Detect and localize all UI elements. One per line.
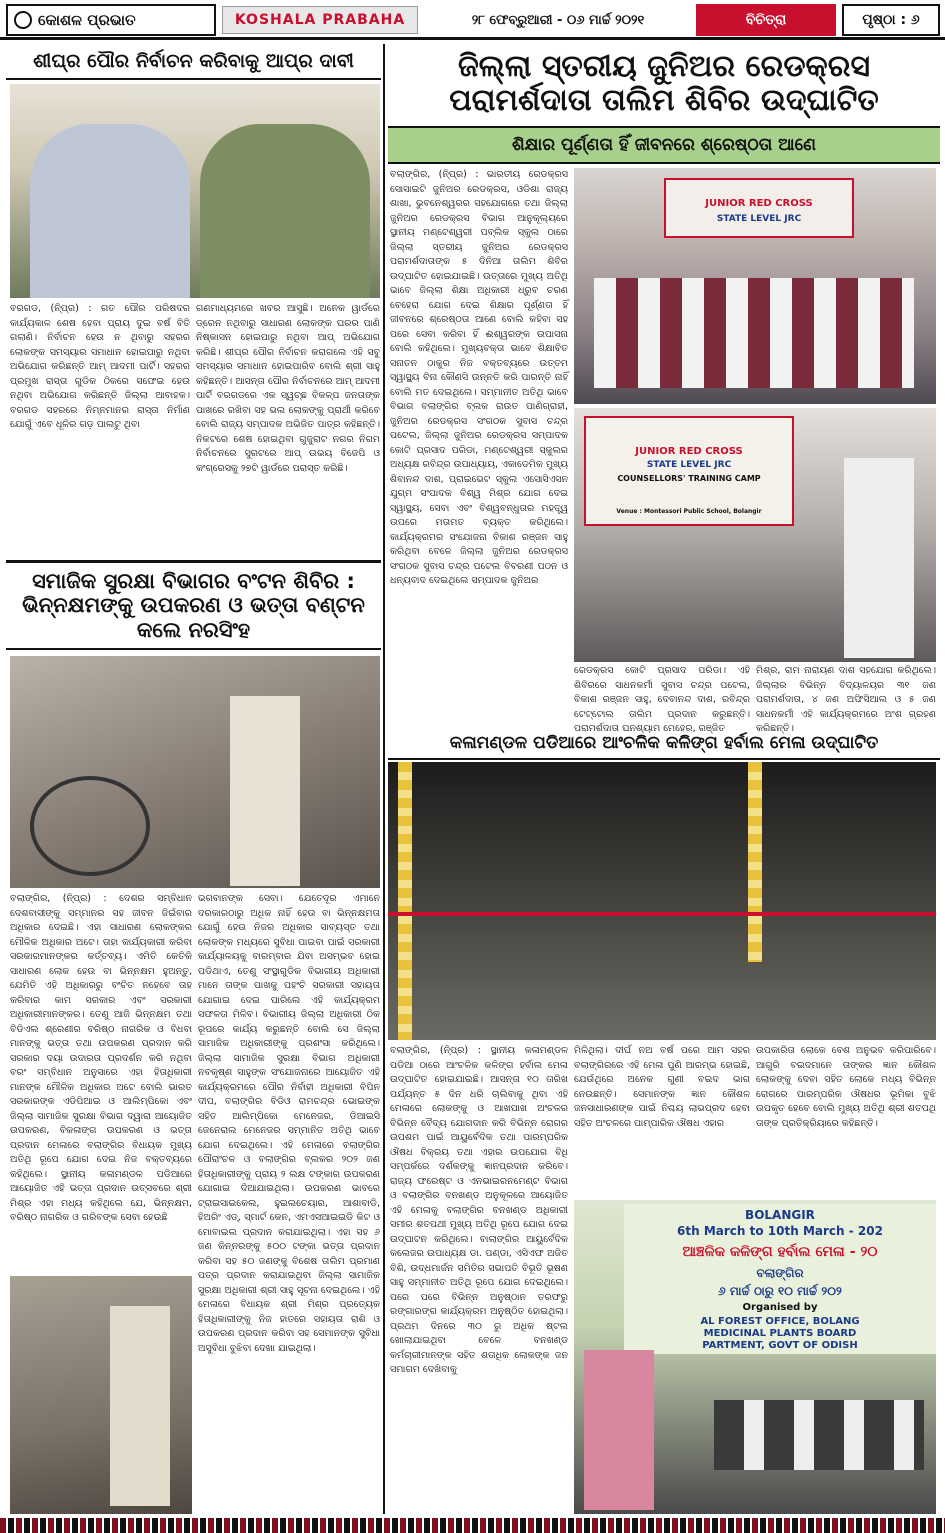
person-white-kurta (230, 696, 300, 886)
speaker (844, 458, 914, 658)
banner-counsellors (584, 416, 794, 526)
banner-city: BOLANGIR (745, 1208, 815, 1222)
story1-col1 (10, 302, 190, 556)
story4-photo-inauguration (388, 762, 936, 1040)
performer-pink-dress (584, 1350, 654, 1510)
story2-headline: ଜିଲ୍ଲା ସ୍ତରୀୟ ଜୁନିଅର ରେଡକ୍ରସ ପରାମର୍ଶଦାତା ତାଲିମ ଶିବିର ଉଦ୍‌ଘାଟିତ (449, 48, 879, 118)
banner-line1: AL FOREST OFFICE, BOLANG (700, 1316, 860, 1327)
story2-col2-text: ରେଡକ୍ରସ କୋଟି ପ୍ରସାଦ ପରିଡା। ଏହି ଶିବିରରେ ସାଧନକର୍ମୀ ସୁବାସ ଚନ୍ଦ୍ର ପଟେଲ, ବିକାଶ ରଞ୍ଜନ ସାହୁ, ଦେବାନନ୍ଦ ଦାଶ, ରବିନ୍ଦ୍ର ଟେଟ୍ଟୋଲ ତାଲିମ ପ୍ରଦାନ କରୁଛନ୍ତି। ପରାମର୍ଶଦାତା ଘନଶ୍ୟାମ ମେହେର, ରଞ୍ଜିତ (574, 665, 750, 734)
banner-jrc (664, 178, 854, 238)
story3-col1-text: ବଲାଙ୍ଗିର, (ନି୍ପ୍ର) : ଦେଶର ସମ୍ବିଧାନ ଦେଶବାସୀଙ୍କୁ ସମ୍ମାନର ସହ ଜୀବନ ଜିଇଁବାର ଅଧିକାର ଦେଇଛି। ଏହା ସାଧାରଣ ଲୋକଙ୍କର ମୌଳିକ ଅଧିକାର ଅଟେ। ତାହା କାର୍ଯ୍ୟକାରୀ କରିବା ସରକାରମାନଙ୍କର କର୍ତ୍ତବ୍ୟ। ଏମିତି କେତିକି ସାଧାରଣ ଲୋକ ହେଉ ବା ଭିନ୍ନକ୍ଷମ ହୁଅନ୍ତୁ, ଯେମିତି ଏହି ଅଧିକାରରୁ ବଂଚିତ ନହେବେ ତାହ କରିବାର କାମ ସରକାର ଏବଂ ସରକାରୀ ଅଧିକାରୀମାନଙ୍କର। ତେଣୁ ଆଜି ଭିନ୍ନକ୍ଷମ ତଥା ବିଡିଏଲ ଶ୍ରେଣୀର ବରିଷ୍ଠ ନାଗରିକ ଓ ବିଧବା ମାନଙ୍କୁ ଭତ୍ତା ତଥା ଉପକରଣ ପ୍ରଦାନ କରି ସରକାର ଦୟା ଉଦାରତା ପ୍ରଦର୍ଶନ କରି ନଥିବା ବରଂ ସମ୍ବିଧାନ ଅନୁସାରେ ଏହା ହିତାଧିକାରୀ ମାନଙ୍କ ମୌଳିକ ଅଧିକାର ଅଟେ ବୋଲି ଭାରତ ସରକାରଙ୍କ ଏଡିପିଆଇ ଓ ଆଲିମ୍ପିକୋ ଏବଂ ଜିଲ୍ଲା ସାମାଜିକ ସୁରକ୍ଷା ବିଭାଗ ଦ୍ୱାରା ଆୟୋଜିତ ଉପକରଣ, ବିକଳାଙ୍ଗ ଉପକରଣ ଓ ଭତ୍ତା ପ୍ରଦାନ ମେଳାରେ ବଲାଙ୍ଗିର ବିଧାୟକ ମୁଖ୍ୟ ଅତିଥି ରୂପେ ଯୋଗ ଦେଇ ନିଜ ବକ୍ତବ୍ୟରେ କହିଥିଲେ। ସ୍ଥାନୀୟ କଳାମଣ୍ଡଳ ପଡିଆରେ ଆୟୋଜିତ ଏହି ଭତ୍ତା ପ୍ରଦାନ ଉତ୍ସବରେ ଶ୍ରୀ ମିଶ୍ର ଏହା ମଧ୍ୟ କହିଥିଲେ ଯେ, ଭିନ୍ନକ୍ଷମ, ବରିଷ୍ଠ ନାଗରିକ ଓ ଗରିବଙ୍କ ସେବା ହେଉଛି (10, 893, 192, 1223)
newspaper-logo (6, 4, 216, 36)
marigold-garland-right (748, 762, 762, 962)
banner-counsellors-venue: Venue : Montessori Public School, Bolangir (616, 508, 762, 515)
issue-date: ୨୮ ଫେବ୍ରୁଆରୀ - ୦୬ ମାର୍ଚ୍ଚ ୨୦୨୧ (471, 12, 645, 28)
footer-border (0, 1518, 945, 1533)
story4-col1 (390, 1044, 568, 1514)
banner-line2: MEDICINAL PLANTS BOARD (703, 1328, 857, 1339)
story3-col2-text: ଭଗବାନଙ୍କ ସେବା। ଯେତେଦୂର ଏମାନେ ଦରକାରଠାରୁ ଅଧିକ ନାହିଁ ହେଉ ବା ଭିନ୍ନକ୍ଷମତା ଯୋଗୁଁ ହେଉ ନିଜର ଅଧିକାର ସାବ୍ୟସ୍ତ ତଥା ଲୋକଙ୍କ ମଧ୍ୟରେ ସୁବିଧା ପାଇବା ପାଇଁ ସରକାରୀ କାର୍ଯ୍ୟାଳୟକୁ ବାରମ୍ବାର ଯିବା ଅସମ୍ଭବ ହୋଇ ପଡିଥାଏ, ତେଣୁ ସଂସ୍ଥାଗୁଡିକ ବିଭାଗୀୟ ଅଧିକାରୀ ମାନେ ତାଙ୍କ ପାଖକୁ ପହଂଚି ସରକାରୀ ସହାୟତା ଯୋଗାଇ ଦେଇ ପାରିଲେ ଏହି କାର୍ଯ୍ୟକ୍ରମ ସଫଳତା ମିଳିବ। ବିଭାଗୀୟ ଜିଲ୍ଲା ଅଧିକାରୀ ଠିକ ରୂପରେ କାର୍ଯ୍ୟ କରୁଛନ୍ତି ବୋଲି ସେ ଜିଲ୍ଲା ସାମାଜିକ ଅଧିକାରୀଙ୍କୁ ପ୍ରଶଂସା କରିଥିଲେ। ଜିଲ୍ଲା ସାମାଜିକ ସୁରକ୍ଷା ବିଭାଗ ଅଧିକାରୀ ନବକୃଷ୍ଣ ସାହୁଙ୍କ ସଂଯୋଜନାରେ ଆୟୋଜିତ ଏହି କାର୍ଯ୍ୟକ୍ରମରେ ପୌର ନିର୍ବାହୀ ଅଧିକାରୀ ବିପିନ ଦୀପ, ବଲାଙ୍ଗିର ବିଡିଓ ରାମଚନ୍ଦ୍ର ଭୋଇଙ୍କ ସହିତ ଆଲିମ୍ପିକୋ ମେନେଜର, ଡିଆଇସି ଜେନେରାଲ ମେନେଜର ସମ୍ମାନିତ ଅତିଥି ଭାବେ ଯୋଗ ଦେଇଥିଲେ। ଏହି ମେଳାରେ ବଲାଙ୍ଗିର ପୌରାଂଚଳ ଓ ବଲାଙ୍ଗିର ବ୍ଲକର ୨୦୨ ଜଣ ହିତାଧିକାରୀଙ୍କୁ ପ୍ରାୟ ୨ ଲକ୍ଷ ଟଙ୍କାର ଉପକରଣ ଯୋଗାଇ ଦିଆଯାଇଥିଲା। ଉପକରଣ ଭାବରେ ଟ୍ରାଇସାଇକେଲ, ହୁଇଲଚେୟାର, ଆଶାବାଡି, ହିଅରିଂ ଏଡ୍, ସ୍ମାର୍ଟ କେନ, ଏମଏସଆଇଇଡି କିଟ ଓ ମୋବାଇଲ ପ୍ରଦାନ କରାଯାଇଥିଲା। ଏହା ସହ ୬ ଜଣ କିନ୍ନରଙ୍କୁ ୫୦୦ ଟଙ୍କା ଭତ୍ତା ପ୍ରଦାନ କରିବା ସହ ୫୦ ଜଣଙ୍କୁ ବିଶେଷ ତାଲିମ ପ୍ରମାଣ ପତ୍ର ପ୍ରଦାନ କରାଯାଇଥିବା ଜିଲ୍ଲା ସାମାଜିକ ସୁରକ୍ଷା ଅଧିକାରୀ ଶ୍ରୀ ସାହୁ ସୂଚନା ଦେଇଥିଲେ। ଏହି ମେଳାରେ ବିଧାୟକ ଶ୍ରୀ ମିଶ୍ର ପ୍ରତ୍ୟେକ ହିତାଧିକାରୀଙ୍କୁ ନିଜ ହାତରେ ସହାୟତା ରାଶି ଓ ଉପକରଣ ପ୍ରଦାନ କରିବା ସହ ସେମାନଙ୍କ ସୁବିଧା ଅସୁବିଧା ବୁଝିବା ଦେଖା ଯାଇଥିଲା। (198, 893, 380, 1354)
banner-jrc-sub: STATE LEVEL JRC (716, 214, 802, 224)
banner-odia-title: ଆଞ୍ଚଳିକ କଳିଙ୍ଗ ହର୍ବାଲ ମେଳା - ୨୦ (682, 1244, 878, 1260)
logo-text: କୋଶଳ ପ୍ରଭାତ (38, 11, 136, 29)
banner-counsellors-title: JUNIOR RED CROSS (635, 446, 743, 457)
group-of-people (594, 278, 914, 388)
story2-photo-speaker (574, 408, 936, 662)
column-divider (383, 44, 385, 1514)
banner-odia-dates: ୬ ମାର୍ଚ୍ଚ ଠାରୁ ୧୦ ମାର୍ଚ୍ଚ ୨୦୨ (718, 1284, 842, 1298)
story4-col3-text: ଉପକାରିତା ଲୋକେ ବେଶ ଅନୁଭବ କରିପାରିବେ। ଆଗୁରି ବଇଦମାନେ ତାଙ୍କର ଜ୍ଞାନ କୌଶଳ ଲୋକଙ୍କୁ ଦେବା ସହିତ ଲୋକେ ମଧ୍ୟ ବିଭିନ୍ନ ରୋଗରେ ପାରମ୍ପରିକ ଔଷଧର ଭୂମିକା ବୁଝି ଉପକୃତ ହେବେ ବୋଲି ମୁଖ୍ୟ ଅତିଥି ଶ୍ରୀ ଶତପଥି ତାଙ୍କ ପ୍ରତିକ୍ରିୟାରେ କହିଛନ୍ତି। (756, 1045, 936, 1129)
story4-col2-text: ମିଳିଥିଲା। ଦୀର୍ଘ ନଅ ବର୍ଷ ପରେ ଆମ ସହର ବଲାଙ୍ଗିରରେ ଏହି ମେଳା ପୁଣି ଆରମ୍ଭ ହୋଇଛି, ଯେଉଁଥିରେ ଅନେକ ଗୁଣୀ ବଇଦ ଭାଗ ନେଉଛନ୍ତି। ସେମାନଙ୍କ ଜ୍ଞାନ କୌଶଳ ଜନସାଧାରଣଙ୍କ ପାଇଁ ନିଶ୍ଚୟ ଲାଭପ୍ରଦ ହେବା ସହିତ ଅଂଚଳରେ ପାମ୍ପାରିକ ଔଷଧ ଏହାର (574, 1045, 750, 1129)
marigold-garland-left (398, 762, 412, 1040)
banner-jrc-title: JUNIOR RED CROSS (705, 198, 813, 209)
story2-photo-group (574, 168, 936, 404)
story3-photo-top (10, 656, 380, 888)
banner-counsellors-camp: COUNSELLORS' TRAINING CAMP (617, 474, 761, 483)
story2-col1 (390, 168, 568, 662)
page-number: ପୃଷ୍ଠା : ୬ (842, 4, 940, 36)
story4-col2 (574, 1044, 750, 1194)
story3-headline: ସମାଜିକ ସୁରକ୍ଷା ବିଭାଗର ବଂଟନ ଶିବିର : ଭିନ୍ନକ୍ଷମଙ୍କୁ ଉପକରଣ ଓ ଭତ୍ତା ବଣ୍ଟନ କଲେ ନରସିଂହ (6, 560, 381, 650)
ribbon (388, 912, 936, 916)
story1-col1-text: ବରଗଡ, (ନି୍ପ୍ର) : ଗତ ପୌର ପରିଷଦର କାର୍ଯ୍ୟକାଳ ଶେଷ ହେବା ପ୍ରାୟ ଦୁଇ ବର୍ଷ ବିତି ଗଲାଣି। ନିର୍ବାଚନ ହେଉ ନ ଥିବାରୁ ସହରର ଲୋକଙ୍କ ସମସ୍ୟାର ସମାଧାନ ହୋଇପାରୁ ନଥିବା ଅଭିଯୋଗ କରିଛନ୍ତି ଆମ୍ ଆଦମୀ ପାର୍ଟି। ସହରର ପ୍ରମୁଖ ରାସ୍ତା ଗୁଡିକ ଠିକରେ ସଫେଇ ହେଉ ନଥିବା ଅଭିଯୋଗ କରିଛନ୍ତି ଜିଲ୍ଲା ଆବାହକ। ବରଗଡ ସହରରେ ନିମ୍ନମାନର ରାସ୍ତା ନିର୍ମାଣ ଯୋଗୁଁ ଏବେ ଧୂଳିର ଗଡ଼ ପାଲଟୁ ଥିବା (10, 303, 190, 430)
story2-subhead: ଶିକ୍ଷାର ପୂର୍ଣ୍ଣତା ହିଁ ଜୀବନରେ ଶ୍ରେଷ୍ଠତା ଆଣେ (388, 126, 940, 164)
section-label: ବିଚିତ୍ରା (696, 4, 836, 36)
story4-headline: କଳାମଣ୍ଡଳ ପଡିଆରେ ଆଂଚଳିକ କଳିଙ୍ଗ ହର୍ବାଲ ମେଳା ଉଦ୍‌ଘାଟିତ (388, 730, 940, 760)
story1-headline: ଶୀଘ୍ର ପୌର ନିର୍ବାଚନ କରିବାକୁ ଆପ୍‌ର ଦାବୀ (6, 46, 381, 80)
story1-photo (10, 84, 380, 298)
story4-col3 (756, 1044, 936, 1194)
wheelchair-wheel (30, 776, 150, 876)
story1-col2-text: ଗଣମାଧ୍ୟମରେ ଖବର ଆସୁଛି। ଅନେକ ୱାର୍ଡରେ ଡ୍ରେନ ନଥିବାରୁ ସାଧାରଣ ଲୋକଙ୍କ ଘରର ପାଣି ନିଷ୍କାସନ ହୋଇପାରୁ ନଥିବା ଆପ୍ ଅଭିଯୋଗ କରିଛି। ଶୀଘ୍ର ପୌର ନିର୍ବାଚନ କରାଗଲେ ଏହି ସବୁ ସମସ୍ୟାର ସମାଧାନ ହୋଇପାରିବ ବୋଲି ଶ୍ରୀ ସାହୁ କହିଛନ୍ତି। ଆସନ୍ତା ପୌର ନିର୍ବାଚନରେ ଆମ୍ ଆଦମୀ ପାର୍ଟି ବରଗଡରେ ଏକ ସ୍ୱଚ୍ଛ ବିକଳ୍ପ ଜନତାଙ୍କ ପାଖରେ ରଖିବା ସହ ଭଲ ଲୋକଙ୍କୁ ପ୍ରାର୍ଥୀ କରିବେ ବୋଲି ରାଜ୍ୟ ସମ୍ପାଦକ ଅଭିଜିତ ପାତ୍ର କହିଛନ୍ତି। ନିକଟରେ ଶେଷ ହୋଇଥିବା ଗୁଜୁରାଟ ନଗର ନିଗମ ନିର୍ବାଚନରେ ସୁରଟରେ ଆପ୍ ଉଭୟ ବିଜେପି ଓ କଂଗ୍ରେସକୁ ୨୭ଟି ୱାର୍ଡରେ ପରାସ୍ତ କରିଛି। (196, 303, 380, 474)
story3-col1 (10, 892, 192, 1272)
banner-counsellors-sub: STATE LEVEL JRC (646, 460, 732, 470)
herbal-fair-banner (624, 1204, 936, 1354)
story1-col2 (196, 302, 380, 556)
banner-dates: 6th March to 10th March - 202 (677, 1224, 883, 1238)
person-left (30, 124, 190, 298)
story2-col2 (574, 664, 750, 734)
person-right (200, 124, 370, 298)
emblem-icon (14, 11, 32, 29)
banner-line3: PARTMENT, GOVT OF ODISH (702, 1340, 858, 1351)
story4-col1-text: ବଲାଙ୍ଗିର, (ନି୍ପ୍ର) : ସ୍ଥାନୀୟ କଳାମଣ୍ଡଳ ପଡିଆ ଠାରେ ଆଂଚଳିକ କଳିଙ୍ଗ ହର୍ବାଲ ମେଳା ଉଦ୍‌ଘାଟିତ ହୋଇଯାଇଛି। ଆସନ୍ତା ୧୦ ତାରିଖ ପର୍ଯ୍ୟନ୍ତ ୫ ଦିନ ଧରି ଚାଲିବାକୁ ଥିବା ଏହି ମେଳାରେ ଲୋକଙ୍କୁ ଓ ଆଖପାଖ ଅଂଚଳର ବିଭିନ୍ନ ବୈଦ୍ୟ ଯୋଗଦାନ କରି ବିଭିନ୍ନ ରୋଗର ଉପଶମ ପାଇଁ ଆୟୁର୍ବେଦିକ ତଥା ପାରମ୍ପରିକ ଔଷଧ ବିକ୍ରୟ ତଥା ଏହାର ଉପଯୋଗ ବିଧି ସମ୍ପର୍କରେ ଦର୍ଶକଙ୍କୁ ଜ୍ଞାନପ୍ରଦାନ କରିବେ। ରାଜ୍ୟ ଫରେଷ୍ଟ ଓ ଏନଭାଇରନମେଣ୍ଟ ବିଭାଗ ଓ ବଲାଙ୍ଗିର ବନଖଣ୍ଡ ଅନୁକୂଳରେ ଆୟୋଜିତ ଏହି ମେଳାକୁ ବଲାଙ୍ଗିର ବନଖଣ୍ଡ ଅଧିକାରୀ ସମୀର ଶତପଥୀ ମୁଖ୍ୟ ଅତିଥି ରୂପେ ଯୋଗ ଦେଇ ଉଦ୍‌ଘାଟନ କରିଥିଲେ। ବାଲାଙ୍ଗିର ଆୟୁର୍ବେଦିକ କଲେଜର ଉପାଧ୍ୟକ୍ଷ ଡା. ପଣ୍ଡା, ଏସିଏଫ ଅଜିତ ବିଶି, ଉଦ୍ଧମାର୍ଜନ ସମିତିର ସଭାପତି ବିଭୂତି ଭୂଷଣ ସାହୁ ସମ୍ମାନୀତ ଅତିଥି ରୂପେ ଯୋଗ ଦେଇଥିଲେ। ପରେ ପରେ ବିଭିନ୍ନ ଅନୁଷ୍ଠାନ ତରଫରୁ ରଙ୍ଗାରଙ୍ଗ କାର୍ଯ୍ୟକ୍ରମ ଅନୁଷ୍ଠିତ ହୋଇଥିଲା। ପ୍ରଥମ ଦିନରେ ୩୦ ରୁ ଅଧିକ ଷ୍ଟଲ ଖୋଲାଯାଇଥିବା ବେଳେ ବନଖଣ୍ଡ କର୍ମଚାରୀମାନଙ୍କ ସହିତ ଶତାଧିକ ଲୋକଙ୍କ ଜନ ସମାଗମ ଦେଖିବାକୁ (390, 1045, 568, 1375)
story3-col2 (198, 892, 380, 1514)
banner-odia-city: ବଲାଙ୍ଗିର (756, 1266, 804, 1280)
brand-name: KOSHALA PRABAHA (222, 6, 418, 34)
banner-organised-by: Organised by (742, 1302, 818, 1313)
story2-col3 (756, 664, 936, 734)
story2-col3-text: ମିଶ୍ର, ରାମ ନାରାୟଣ ଦାଶ ସହଯୋଗ କରିଥିଲେ। ଜିଲ୍ଲାର ବିଭିନ୍ନ ବିଦ୍ୟାଳୟର ୩୧ ଜଣ ପରାମର୍ଶଦାତା, ୪ ଜଣ ଅଫିସିଆଲ ଓ ୫ ଜଣ ସାଧନକର୍ମୀ ଏହି କାର୍ଯ୍ୟକ୍ରମରେ ଅଂଶ ଗ୍ରହଣ କରିଛନ୍ତି। (756, 665, 936, 734)
officials-seated (714, 1400, 924, 1470)
person-standing (110, 1306, 170, 1506)
story4-photo-stage (574, 1200, 936, 1514)
story3-photo-bottom (10, 1276, 192, 1514)
story2-col1-text: ବଲାଙ୍ଗିର, (ନି୍ପ୍ର) : ଭାରତୀୟ ରେଡକ୍ରସ ସୋସାଇଟି ଜୁନିଅର ରେଡକ୍ରସ, ଓଡିଶା ରାଜ୍ୟ ଶାଖା, ଭୁବନେଶ୍ୱରର ସହଯୋଗରେ ତଥା ଜିଲ୍ଲା ଜୁନିଅର ରେଡକ୍ରସ ବିଭାଗ ଆନୁକୂଲ୍ୟରେ ସ୍ଥାନୀୟ ମଣ୍ଟେଶ୍ୱରୀ ପବ୍ଲିକ ସ୍କୁଲ ଠାରେ ଜିଲ୍ଲା ସ୍ତରୀୟ ଜୁନିଅର ରେଡକ୍ରସ ପରାମର୍ଶଦାତାଙ୍କ ୫ ଦିନିଆ ତାଲିମ ଶିବିର ଉଦ୍‌ଘାଟିତ ହୋଇଯାଇଛି। ଉତ୍ତାରେ ମୁଖ୍ୟ ଅତିଥି ଭାବେ ଜିଲ୍ଲା ଶିକ୍ଷା ଅଧିକାରୀ ଧ୍ରୁବ ଚରଣ ବେହେରା ଯୋଗ ଦେଇ ଶିକ୍ଷାର ପୂର୍ଣ୍ଣତା ହିଁ ଜୀବନରେ ଶ୍ରେଷ୍ଠତା ଆଣେ ବୋଲି କହିବା ସହ ପରେ ସେବା କରିବା ହିଁ ଈଶ୍ୱରଙ୍କ ଉପାସନା ବୋଲି କହିଥିଲେ। ମୁଖ୍ୟବକ୍ତା ଭାବେ ଶିକ୍ଷାବିତ ସନାତନ ଠାକୁର ନିଜ ବକ୍ତବ୍ୟରେ ଉତ୍ତମ ସ୍ୱାସ୍ଥ୍ୟ ବିନା କୌଣସି ଉନ୍ନତି କରି ପାରନ୍ତି ନାହିଁ ବୋଲି ମତ ଦେଇଥିଲେ। ସମ୍ମାନୀତ ଅତିଥି ଭାବେ ବିଭାଗ ବଲାଙ୍ଗିର ବ୍ଲକ ରାଉତ ପାଣିଗ୍ରାହୀ, ଜୁନିଅର ରେଡକ୍ରସ ସଂଗଠକ ସୁବାସ ଚନ୍ଦ୍ର ପଟେଲ, ଜିଲ୍ଲା ଜୁନିଅର ରେଡକ୍ରସ ସମ୍ପାଦକ କୋଟି ପ୍ରସାଦ ପରିଡା, ମଣ୍ଟେଶ୍ୱରୀ ସ୍କୁଲର ଅଧ୍ୟକ୍ଷ ରବିନ୍ଦ୍ର ଉପାଧ୍ୟାୟ, ଏକାଡେମିକ ମୁଖ୍ୟ ଶିବାନନ୍ଦ ଦାଶ, ପ୍ରାଇଭେଟ ସ୍କୁଲ ଏସୋସିଏସନ ଯୁଗ୍ମ ସଂପାଦକ ବିଶ୍ୱ ମିଶ୍ର ଯୋଗ ଦେଇ ସ୍ୱାସ୍ଥ୍ୟ, ସେବା ଏବଂ ବିଶ୍ୱବନ୍ଧୁତାର ମହତ୍ତ୍ୱ ଉପରେ ମତାମତ ବ୍ୟକ୍ତ କରିଥିଲେ। କାର୍ଯ୍ୟକ୍ରମର ସଂଯୋଜନା ବିକାଶ ରଞ୍ଜନ ସାହୁ କରିଥିବା ବେଳେ ଜିଲ୍ଲା ଜୁନିଅର ରେଡକ୍ରସ ସଂଗଠକ ସୁବାସ ଚନ୍ଦ୍ର ପଟେଲ ବିବରଣୀ ପଠନ ଓ ଧନ୍ୟବାଦ ଦେଇଥିଲେ ସମ୍ପାଦକ ଜୁନିଅର (390, 169, 568, 586)
